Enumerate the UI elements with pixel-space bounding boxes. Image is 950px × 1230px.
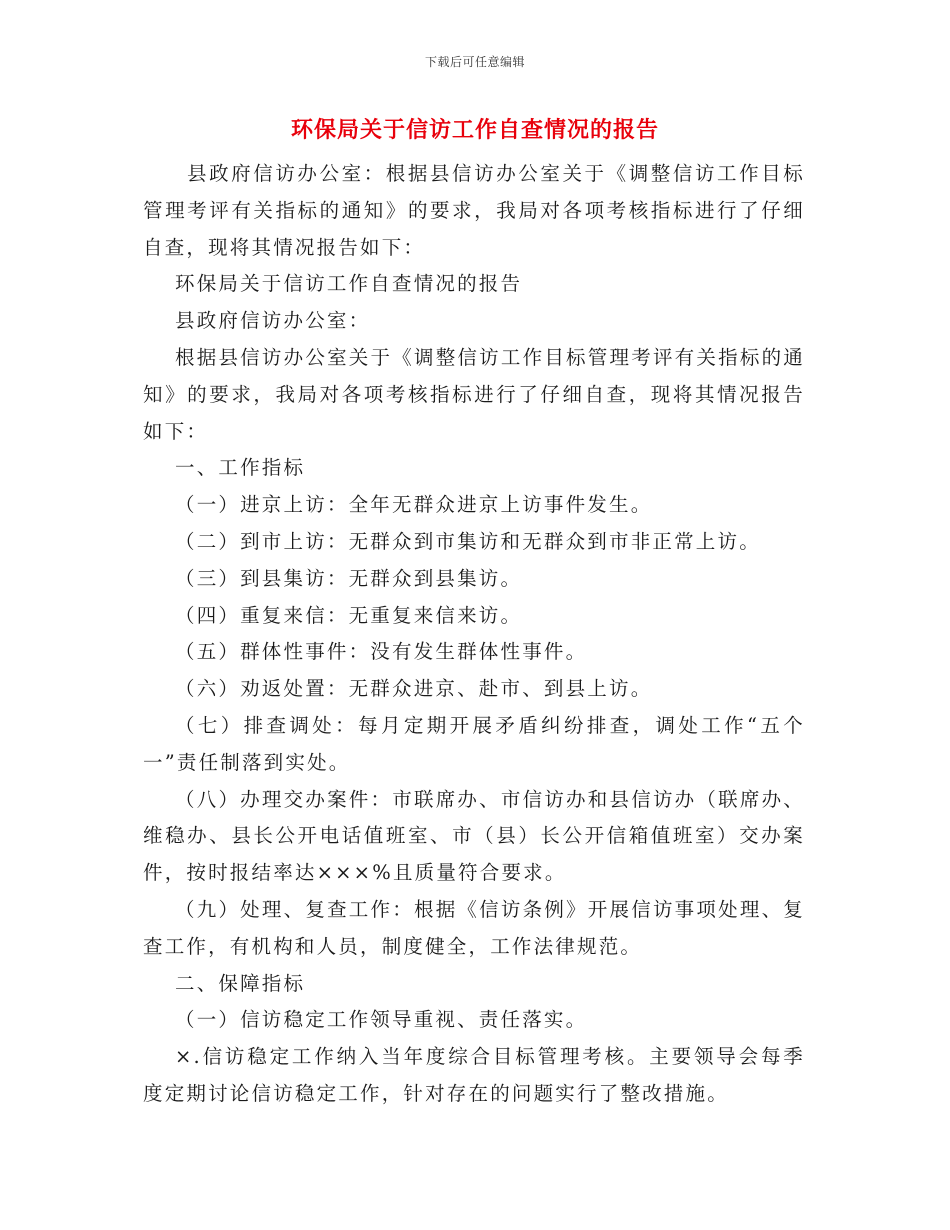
list-item: （一）信访稳定工作领导重视、责任落实。 [175,1008,588,1032]
list-item: （三）到县集访：无群众到县集访。 [175,566,523,590]
section-heading-work-indicators: 一、工作指标 [175,456,306,480]
paragraph-opening: 根据县信访办公室关于《调整信访工作目标管理考评有关指标的通知》的要求，我局对各项考核指标进行了仔细自查，现将其情况报告如下： [143,345,805,443]
paragraph-repeated-title: 环保局关于信访工作自查情况的报告 [175,272,523,296]
paragraph-intro: 县政府信访办公室：根据县信访办公室关于《调整信访工作目标管理考评有关指标的通知》的要求，我局对各项考核指标进行了仔细自查，现将其情况报告如下： [143,162,805,259]
paragraph-salutation: 县政府信访办公室： [175,309,371,333]
list-item: （六）劝返处置：无群众进京、赴市、到县上访。 [175,677,653,701]
list-item: （八）办理交办案件：市联席办、市信访办和县信访办（联席办、维稳办、县长公开电话值班室、市（县）长公开信箱值班室）交办案件，按时报结率达×××%且质量符合要求。 [143,787,805,885]
document-title: 环保局关于信访工作自查情况的报告 [290,118,659,143]
document-body [143,156,805,1113]
list-item: （七）排查调处：每月定期开展矛盾纠纷排查，调处工作“五个一”责任制落到实处。 [143,713,805,774]
list-item: （一）进京上访：全年无群众进京上访事件发生。 [175,493,653,517]
section-heading-support-indicators: 二、保障指标 [175,971,306,995]
list-item: （五）群体性事件：没有发生群体性事件。 [175,640,588,664]
list-item: ×.信访稳定工作纳入当年度综合目标管理考核。主要领导会每季度定期讨论信访稳定工作，针对存在的问题实行了整改措施。 [143,1045,805,1105]
header-note: 下载后可任意编辑 [424,55,525,69]
list-item: （二）到市上访：无群众到市集访和无群众到市非正常上访。 [175,529,761,553]
list-item: （九）处理、复查工作：根据《信访条例》开展信访事项处理、复查工作，有机构和人员，制度健全，工作法律规范。 [143,897,805,958]
list-item: （四）重复来信：无重复来信来访。 [175,603,523,627]
